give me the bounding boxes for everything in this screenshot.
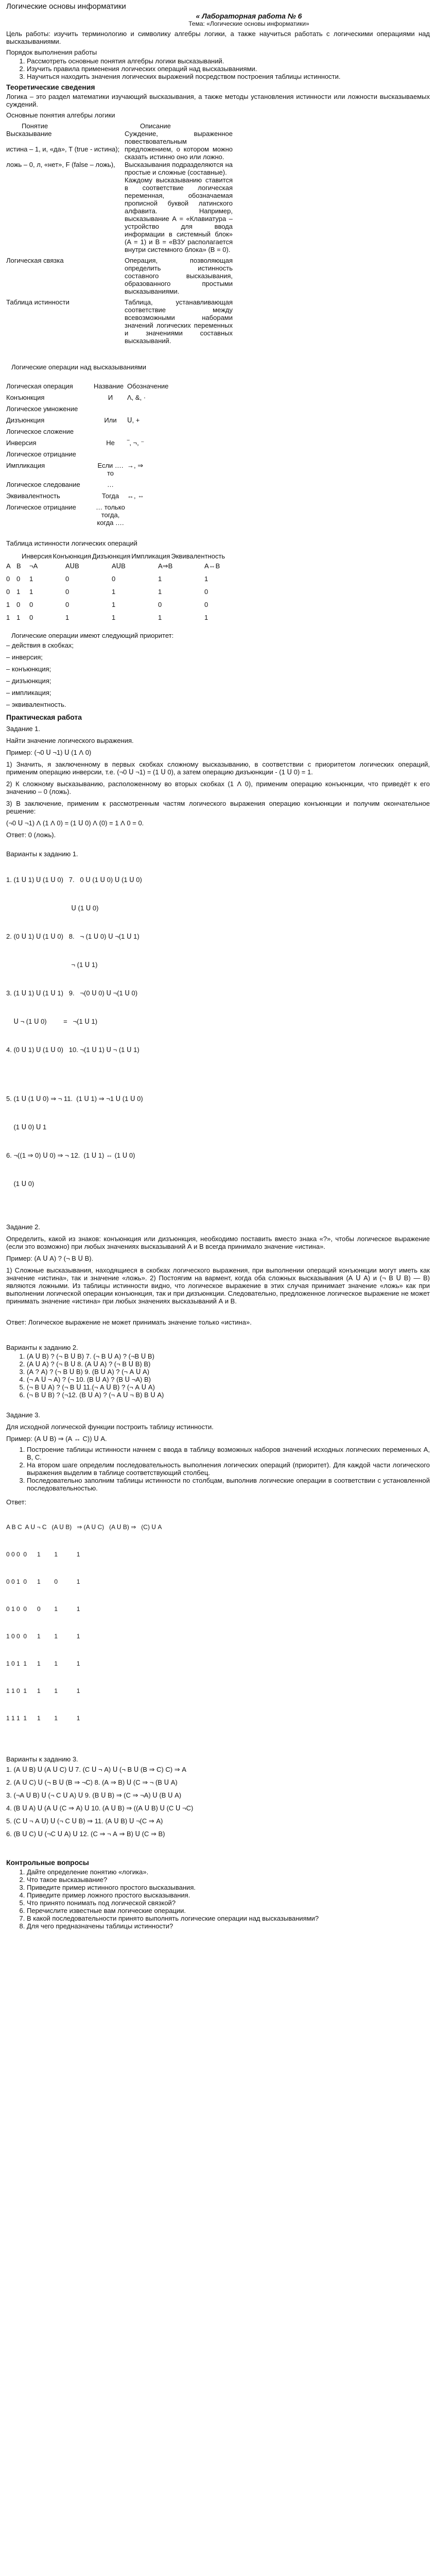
op-word: И: [108, 394, 113, 401]
tt-sub: AՍB: [112, 562, 126, 570]
tt-cell: 1: [158, 614, 162, 621]
task3-step: 1. Построение таблицы истинности начнем с ввода в таблицу возможных наборов значений исходных логических переменных А, В, С.: [27, 1446, 430, 1461]
tt-cell: 0: [6, 575, 10, 583]
tt-cell: 1: [65, 614, 69, 621]
tt-cell: 0: [204, 588, 208, 596]
def-desc: Суждение, выраженное повествовательным предложением, о котором можно сказать истинно оно или ложно. Высказывания подразделяются на простые и сложные (составные). Каждому высказыванию ставится в соответствие логическая переменная, обозначаемая прописной буквой латинского алфавита. Например, высказывание А = «Клавиатура – устройство для ввода информации в системный блок» (А = 1) и В = «В3У располагается внутри системного блока» (В = 0).: [125, 130, 233, 253]
op-symbol: [127, 450, 168, 462]
task2-variants: [6, 1352, 430, 1399]
priority-list: [6, 639, 430, 710]
definitions-table: [6, 122, 430, 348]
ops-header-sym: Обозначение: [127, 382, 169, 390]
op-symbol: Ʌ, &, ·: [127, 394, 146, 401]
op-word: [94, 428, 127, 439]
tt-sub: A: [6, 562, 11, 570]
task3: [6, 1409, 430, 1445]
task3-text: Для исходной логической функции построить таблицу истинности.: [6, 1423, 214, 1431]
op-word: … только тогда, когда ….: [96, 503, 125, 527]
variant-line: 1. (А Ս В) ? (¬ В Ս В) 7. (¬ В Ս А) ? (¬В Ս В): [27, 1352, 430, 1360]
task1-example: Пример: (¬0 Ս ¬1) Ս (1 Ʌ 0): [6, 749, 92, 756]
tt-header-cell: Инверсия: [22, 552, 52, 560]
ops-title: Логические операции над высказываниями: [11, 363, 146, 371]
op-name: Дизъюнкция: [6, 416, 45, 424]
task2-variants-title: Варианты к заданию 2.: [6, 1344, 78, 1351]
tt-cell: 0: [65, 601, 69, 608]
op-symbol: [127, 481, 168, 492]
operations-table: [6, 382, 430, 530]
priority-intro: Логические операции имеют следующий приоритет:: [11, 632, 174, 639]
def-term: Высказывание истина – 1, и, «да», T (true - истина); ложь – 0, л, «нет», F (false – ложь),: [6, 130, 120, 168]
tt-sub: ¬A: [29, 562, 38, 570]
theory-heading: Теоретические сведения: [6, 83, 95, 91]
op-name: Логическое следование: [6, 481, 80, 488]
variant-line: 6. (¬ В Ս В) ? (¬12. (В Ս А) ? (¬ А Ս ¬ В) В Ս А): [27, 1391, 430, 1399]
priority-item: – дизъюнкция;: [6, 677, 51, 685]
op-symbol: [127, 428, 168, 439]
tt-cell: 0: [65, 588, 69, 596]
variant-line: 4. (0 Ս 1) Ս (1 Ս 0) 10. ¬(1 Ս 1) Ս ¬ (1 Ս 1): [6, 1046, 139, 1054]
tt-cell: 1: [158, 588, 162, 596]
variant-line: 3. (1 Ս 1) Ս (1 Ս 1) 9. ¬(0 Ս 0) Ս ¬(1 Ս 0): [6, 989, 138, 997]
tt-sub: A⇒B: [158, 562, 173, 570]
variant-line: 5. (¬ В Ս А) ? (¬ В Ս 11.(¬ А Ս В) ? (¬ А Ս А): [27, 1383, 430, 1391]
priority-item: – импликация;: [6, 689, 51, 697]
task3-title: Задание 3.: [6, 1411, 41, 1419]
tt-cell: 0: [158, 601, 162, 608]
variant-line: 2. (А Ս А) ? (¬ В Ս 8. (А Ս А) ? (¬ В Ս В) В): [27, 1360, 430, 1368]
tt-cell: 1: [112, 614, 116, 621]
op-symbol: ‾, ¬, ⁻: [127, 439, 145, 447]
task3-tt-header: A B C A Ս ¬ C (A Ս B) ⇒ (A Ս C) (A Ս B) ⇒ (C) Ս A: [6, 1523, 162, 1531]
tt-cell: 1: [6, 614, 10, 621]
order-item: 3. Научиться находить значения логических выражений посредством построения таблицы истинности.: [27, 73, 430, 80]
defs-col-desc: Описание: [140, 122, 171, 130]
variant-line: Ս (1 Ս 0): [6, 904, 99, 912]
task1-variants-title: Варианты к заданию 1.: [6, 850, 78, 858]
goal-text: Цель работы: изучить терминологию и символику алгебры логики, а также научиться работать с логическими операциями над высказываниями.: [6, 30, 430, 45]
order-item: 1. Рассмотреть основные понятия алгебры логики высказываний.: [27, 57, 430, 65]
lab-title: « Лабораторная работа № 6: [196, 12, 302, 20]
variant-line: 1. (1 Ս 1) Ս (1 Ս 0) 7. 0 Ս (1 Ս 0) Ս (1 Ս 0): [6, 876, 142, 884]
variant-line: (1 Ս 0): [6, 1180, 34, 1188]
priority-item: – эквивалентность.: [6, 701, 66, 708]
op-word: Тогда: [101, 492, 119, 500]
ops-header-name: Название: [94, 382, 124, 390]
tt-cell: 1: [158, 575, 162, 583]
tt-title: Таблица истинности логических операций: [6, 539, 137, 547]
tt-cell: 0: [16, 575, 21, 583]
question-item: 7. В какой последовательности принято выполнять логические операции над высказываниями?: [27, 1914, 430, 1922]
op-name: Логическое сложение: [6, 428, 74, 435]
variant-line: 6. (В Ս С) Ս (¬С Ս А) Ս 12. (С ⇒ ¬ А ⇒ В) Ս (С ⇒ В): [6, 1830, 165, 1838]
task1-solution-4: (¬0 Ս ¬1) Ʌ (1 Ʌ 0) = (1 Ս 0) Ʌ (0) = 1 Ʌ 0 = 0.: [6, 819, 144, 827]
question-item: 8. Для чего предназначены таблицы истинности?: [27, 1922, 430, 1930]
tt-cell: 1: [112, 588, 116, 596]
order-list: [6, 57, 430, 80]
task3-variants: [6, 1763, 430, 1840]
op-name: Логическое умножение: [6, 405, 78, 413]
variant-line: 2. (0 Ս 1) Ս (1 Ս 0) 8. ¬ (1 Ս 0) Ս ¬(1 Ս 1): [6, 933, 139, 940]
op-name: Логическое отрицание: [6, 450, 76, 458]
tt-cell: 0: [204, 601, 208, 608]
variant-line: 5. (С Ս ¬ А Ս) Ս (¬ С Ս В) ⇒ 11. (А Ս В) Ս ¬(С ⇒ А): [6, 1817, 163, 1825]
priority-item: – инверсия;: [6, 653, 43, 661]
task1-variants: [6, 858, 430, 1206]
op-word: …: [107, 481, 114, 488]
variant-line: 6. ¬((1 ⇒ 0) Ս 0) ⇒ ¬ 12. (1 Ս 1) ⇔ (1 Ս 0): [6, 1151, 135, 1159]
variant-line: ¬ (1 Ս 1): [6, 961, 98, 969]
tt-header: [6, 552, 430, 560]
theory-p1: Логика – это раздел математики изучающий высказывания, а также методы установления истинности или ложности высказываемых суждений.: [6, 93, 430, 108]
task3-tt-row: 0 1 0 0 0 1 1: [6, 1605, 80, 1613]
question-item: 1. Дайте определение понятию «логика».: [27, 1868, 430, 1876]
tt-cell: 0: [6, 588, 10, 596]
task3-example: Пример: (А Ս В) ⇒ (А ↔ С)) Ս А.: [6, 1435, 107, 1443]
op-symbol: [127, 503, 168, 530]
task3-tt-row: 0 0 0 0 1 1 1: [6, 1551, 80, 1558]
task2-answer: Ответ: Логическое выражение не может принимать значение только «истина».: [6, 1318, 252, 1326]
task2: [6, 1221, 430, 1328]
tt-cell: 1: [16, 614, 21, 621]
variant-line: (1 Ս 0) Ս 1: [6, 1123, 47, 1131]
defs-col-concept: Понятие: [22, 122, 48, 130]
op-name: Эквивалентность: [6, 492, 60, 500]
def-term: Таблица истинности: [6, 298, 69, 306]
task3-step: 3. Последовательно заполним таблицы истинности по столбцам, выполнив логические операции в соответствии с установленной последовательностью.: [27, 1477, 430, 1492]
variant-line: 4. (¬ А Ս ¬ А) ? (¬ 10. (В Ս А) ? (В Ս ¬А) В): [27, 1376, 430, 1383]
task3-step: 2. На втором шаге определим последовательность выполнения логических операций (приоритет). Для каждой части логического выражения выделим в таблице соответствующий столбец.: [27, 1461, 430, 1477]
question-item: 5. Что принято понимать под логической связкой?: [27, 1899, 430, 1907]
def-desc: Операция, позволяющая определить истинность составного высказывания, образованного простыми высказываниями.: [125, 257, 233, 295]
question-item: 4. Приведите пример ложного простого высказывания.: [27, 1891, 430, 1899]
tt-cell: 0: [16, 601, 21, 608]
task2-text: Определить, какой из знаков: конъюнкция или дизъюнкция, необходимо поставить вместо знака «?», чтобы логическое выражение (если это возможно) при любых значениях высказываний А и В всегда принимало значение «истина».: [6, 1235, 430, 1250]
variant-line: 3. (А ? А) ? (¬ В Ս В) 9. (В Ս А) ? (¬ А Ս А): [27, 1368, 430, 1376]
priority-item: – конъюнкция;: [6, 665, 51, 673]
op-name: Логическое отрицание: [6, 503, 76, 511]
variant-line: 5. (1 Ս (1 Ս 0) ⇒ ¬ 11. (1 Ս 1) ⇒ ¬1 Ս (1 Ս 0): [6, 1095, 143, 1103]
tt-cell: 0: [65, 575, 69, 583]
priority-item: – действия в скобках;: [6, 641, 74, 649]
tt-cell: 1: [6, 601, 10, 608]
op-name: Инверсия: [6, 439, 37, 447]
task1-solution-3: 3) В заключение, применим к рассмотренным частям логического выражения операцию конъюнкции и получим окончательное решение:: [6, 800, 430, 815]
variant-line: [6, 1072, 430, 1077]
op-word: Если …. то: [97, 462, 124, 477]
op-symbol: →, ⇒: [127, 462, 144, 469]
task3-variants-title: Варианты к заданию 3.: [6, 1755, 78, 1763]
tt-sub: B: [16, 562, 21, 570]
tt-cell: 0: [112, 575, 116, 583]
task3-steps: [6, 1446, 430, 1492]
doc-title: Логические основы информатики: [6, 2, 126, 11]
task3-truth-table: [6, 1506, 430, 1740]
op-name: Импликация: [6, 462, 45, 469]
task3-tt-row: 1 1 0 1 1 1 1: [6, 1687, 80, 1694]
tt-cell: 0: [29, 614, 33, 621]
ops-header-op: Логическая операция: [6, 382, 73, 390]
question-item: 3. Приведите пример истинного простого высказывания.: [27, 1884, 430, 1891]
tt-sub: AՍB: [65, 562, 79, 570]
task3-tt-row: 1 1 1 1 1 1 1: [6, 1715, 80, 1722]
op-word: Не: [106, 439, 115, 447]
tt-cell: 1: [16, 588, 21, 596]
tt-sub: A⇔B: [204, 562, 220, 570]
lab-theme: Тема: «Логические основы информатики»: [188, 20, 309, 27]
tt-header-cell: Конъюнкция: [53, 552, 92, 560]
def-desc: Таблица, устанавливающая соответствие между всевозможными наборами значений логических переменных и значениями составных высказываний.: [125, 298, 233, 345]
op-symbol: Ս, +: [127, 416, 140, 424]
question-item: 2. Что такое высказывание?: [27, 1876, 430, 1884]
variant-line: 3. (¬А Ս В) Ս (¬ С Ս А) Ս 9. (В Ս В) ⇒ (С ⇒ ¬А) Ս (В Ս А): [6, 1791, 182, 1799]
tt-cell: 1: [204, 575, 208, 583]
tt-header-cell: Дизъюнкция: [92, 552, 131, 560]
op-symbol: ↔, ⇔: [127, 492, 145, 500]
questions-heading: Контрольные вопросы: [6, 1858, 89, 1867]
task3-tt-row: 0 0 1 0 1 0 1: [6, 1578, 80, 1585]
variant-line: Ս ¬ (1 Ս 0) = ¬(1 Ս 1): [6, 1018, 98, 1025]
variant-line: 2. (А Ս С) Ս (¬ В Ս (В ⇒ ¬С) 8. (А ⇒ В) Ս (С ⇒ ¬ (В Ս А): [6, 1778, 178, 1786]
variant-line: 4. (В Ս А) Ս (А Ս (С ⇒ А) Ս 10. (А Ս В) ⇒ ((А Ս В) Ս (С Ս ¬С): [6, 1804, 194, 1812]
task3-tt-row: 1 0 0 0 1 1 1: [6, 1633, 80, 1640]
op-word: [94, 405, 127, 416]
task1-solution-1: 1) Значить, я заключенному в первых скобках сложному высказыванию, в соответствии с приоритетом логических операций, применим операцию инверсии, т.е. (¬0 Ս ¬1) = (1 Ս 0), а затем операцию дизъюнкции - (1 Ս 0) = 1.: [6, 760, 430, 776]
op-word: [94, 450, 127, 462]
task3-answer-label: Ответ:: [6, 1498, 27, 1506]
theory-p2: Основные понятия алгебры логики: [6, 111, 115, 119]
task1-text: Найти значение логического выражения.: [6, 737, 134, 744]
tt-cell: 1: [29, 588, 33, 596]
task3-tt-row: 1 0 1 1 1 1 1: [6, 1660, 80, 1667]
tt-cell: 1: [112, 601, 116, 608]
op-word: Или: [104, 416, 117, 424]
tt-cell: 0: [29, 601, 33, 608]
questions-list: [6, 1868, 430, 1930]
op-symbol: [127, 405, 168, 416]
task2-example: Пример: (А Ս А) ? (¬ В Ս В).: [6, 1255, 94, 1262]
order-title: Порядок выполнения работы: [6, 48, 97, 56]
def-term: Логическая связка: [6, 257, 64, 264]
practice-heading: Практическая работа: [6, 713, 82, 721]
task1: [6, 723, 430, 841]
task1-answer: Ответ: 0 (ложь).: [6, 831, 56, 839]
truth-table: [6, 562, 430, 626]
variant-line: 1. (А Ս В) Ս (А Ս С) Ս 7. (С Ս ¬ А) Ս (¬ В Ս (В ⇒ С) С) ⇒ А: [6, 1766, 186, 1773]
order-item: 2. Изучить правила применения логических операций над высказываниями.: [27, 65, 430, 73]
question-item: 6. Перечислите известные вам логические операции.: [27, 1907, 430, 1914]
task1-title: Задание 1.: [6, 725, 41, 733]
task2-title: Задание 2.: [6, 1223, 41, 1231]
tt-cell: 1: [29, 575, 33, 583]
tt-header-cell: Импликация: [131, 552, 170, 560]
op-name: Конъюнкция: [6, 394, 45, 401]
tt-cell: 1: [204, 614, 208, 621]
task2-solution: 1) Сложные высказывания, находящиеся в скобках логического выражения, при выполнении операций конъюнкции могут иметь как значение «истина», так и значение «ложь». 2) Постоягим на вармент, когда оба сложных высказывания (А Ս А) и (¬ В Ս В) ― В) являются ложными. Из таблицы истинности видно, что логическое выражение в этих случая принимает значение «ложь» как при выполнении логической операции конъюнкция, так и при дизъюнкции. Следовательно, предложенное логическое выражение не может принимать значение «истина» при любых значениях высказываний А и В.: [6, 1266, 430, 1305]
task1-solution-2: 2) К сложному высказыванию, расположенному во вторых скобках (1 Ʌ 0), применим операцию конъюнкции, что приведёт к его значению – 0 (ложь).: [6, 780, 430, 795]
tt-header-cell: Эквивалентность: [171, 552, 225, 560]
